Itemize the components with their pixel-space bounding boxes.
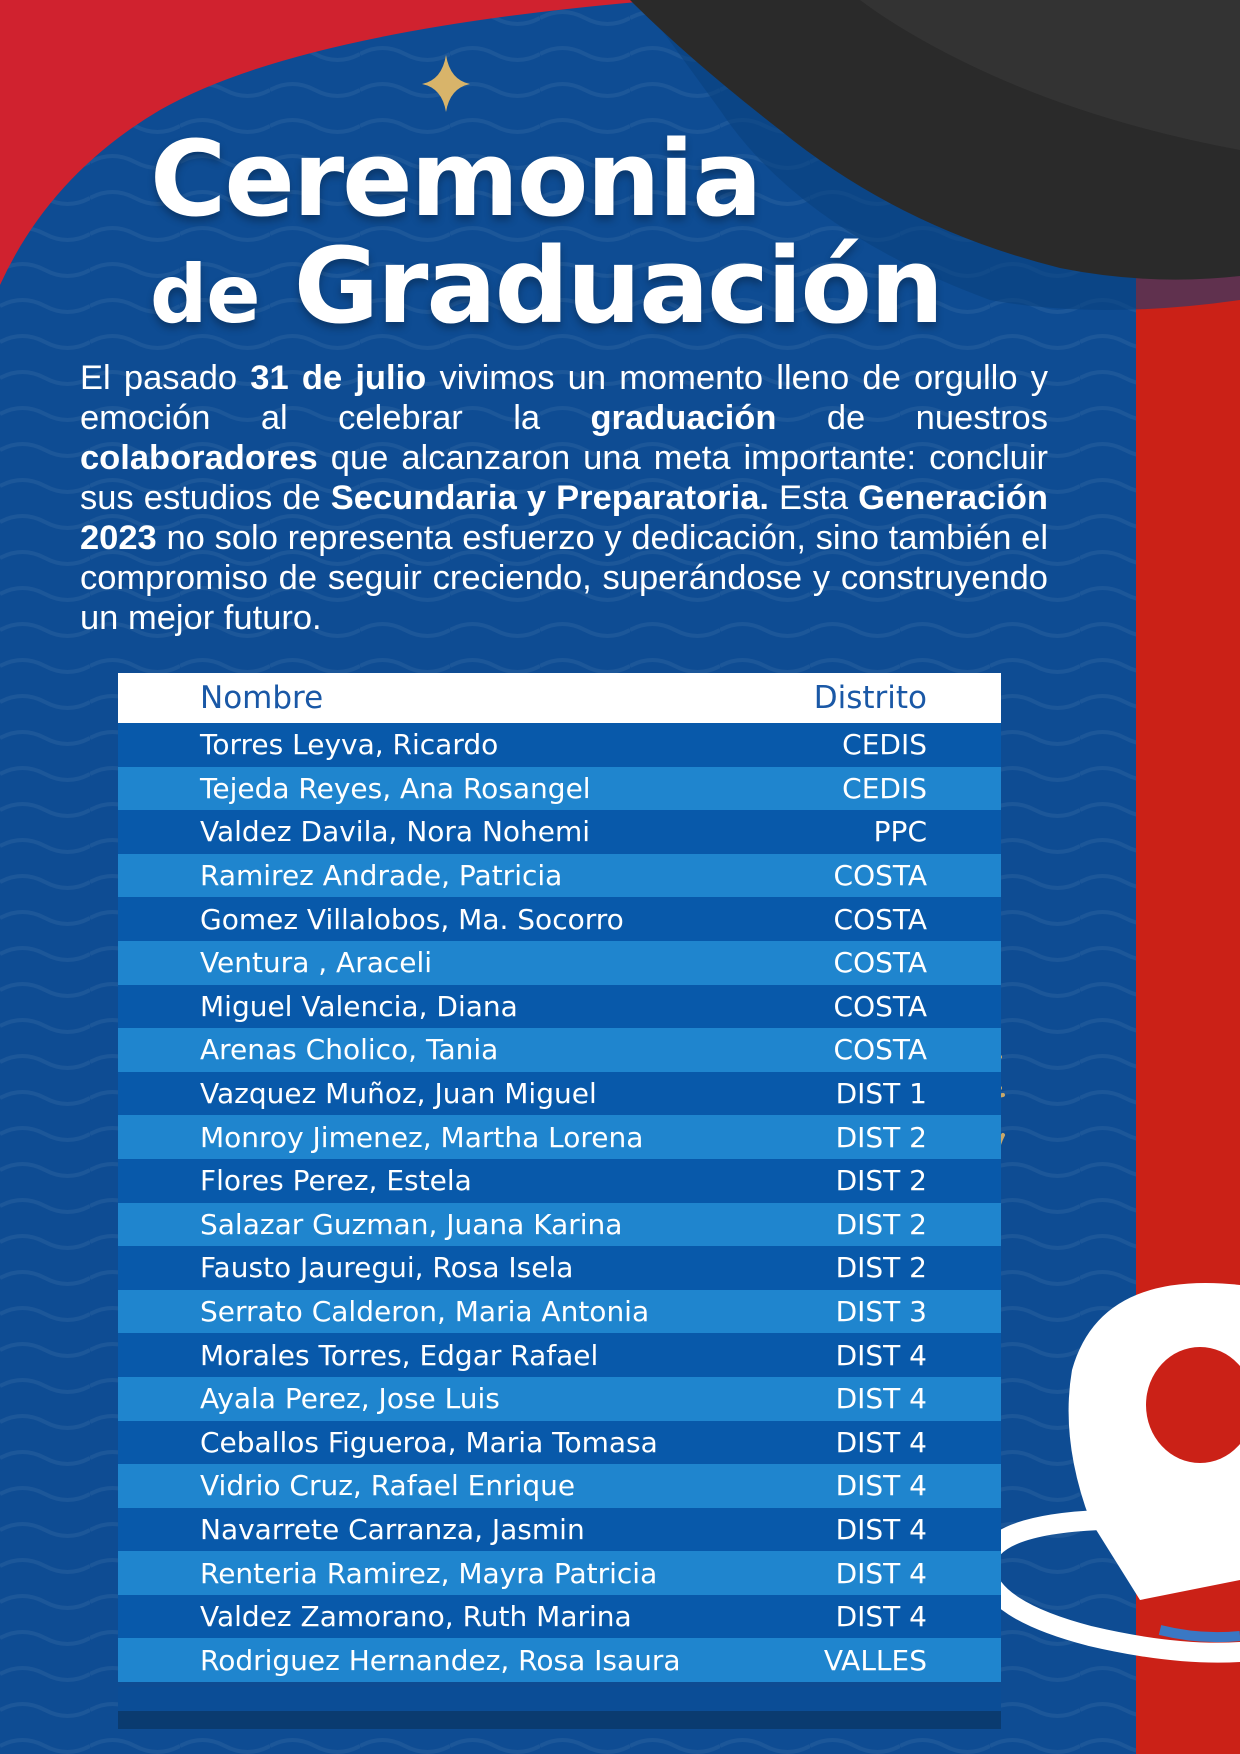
table-row — [118, 1508, 1001, 1552]
intro-text: no solo representa esfuerzo y dedicación, sino también el compromiso de seguir creciendo, superándose y construyendo un mejor futuro. — [80, 519, 1048, 637]
graduate-name: Tejeda Reyes, Ana Rosangel — [200, 771, 591, 805]
graduate-district: DIST 2 — [835, 1207, 927, 1241]
graduate-name: Rodriguez Hernandez, Rosa Isaura — [200, 1643, 681, 1677]
graduate-district: CEDIS — [842, 728, 927, 762]
table-row — [118, 1246, 1001, 1290]
graduate-district: DIST 3 — [835, 1295, 927, 1329]
graduate-name: Salazar Guzman, Juana Karina — [200, 1207, 623, 1241]
graduate-district: PPC — [873, 815, 927, 849]
table-row — [118, 723, 1001, 767]
table-row — [118, 854, 1001, 898]
column-header-name: Nombre — [118, 673, 738, 723]
graduate-district: DIST 4 — [835, 1382, 927, 1416]
graduate-name: Torres Leyva, Ricardo — [200, 728, 499, 762]
table-row — [118, 1551, 1001, 1595]
title-line-1: Ceremonia — [150, 118, 761, 240]
table-row — [118, 767, 1001, 811]
intro-highlight: graduación — [590, 399, 777, 437]
graduate-name: Valdez Zamorano, Ruth Marina — [200, 1600, 632, 1634]
intro-highlight: 31 de julio — [250, 359, 427, 397]
title-main: Graduación — [293, 225, 943, 347]
graduate-district: DIST 1 — [835, 1077, 927, 1111]
table-row — [118, 1464, 1001, 1508]
intro-text: vivimos un momento lleno de orgullo y emoción al celebrar la — [80, 359, 1048, 437]
table-row — [118, 1377, 1001, 1421]
graduate-district: DIST 4 — [835, 1556, 927, 1590]
graduate-district: DIST 4 — [835, 1512, 927, 1546]
graduate-name: Ceballos Figueroa, Maria Tomasa — [200, 1425, 658, 1459]
graduate-district: DIST 2 — [835, 1251, 927, 1285]
graduate-name: Monroy Jimenez, Martha Lorena — [200, 1120, 644, 1154]
table-row — [118, 897, 1001, 941]
intro-highlight: Generación 2023 — [80, 479, 1048, 557]
table-footer-shadow — [118, 1711, 1001, 1729]
graduate-name: Renteria Ramirez, Mayra Patricia — [200, 1556, 658, 1590]
graduate-name: Ayala Perez, Jose Luis — [200, 1382, 500, 1416]
graduate-district: COSTA — [833, 946, 927, 980]
graduate-district: COSTA — [833, 989, 927, 1023]
graduate-district: VALLES — [823, 1643, 927, 1677]
graduate-name: Valdez Davila, Nora Nohemi — [200, 815, 591, 849]
graduate-name: Arenas Cholico, Tania — [200, 1033, 499, 1067]
intro-text: Esta — [768, 479, 859, 517]
graduate-district: DIST 2 — [835, 1164, 927, 1198]
graduates-table — [118, 673, 1001, 1682]
graduate-district: COSTA — [833, 1033, 927, 1067]
table-row — [118, 985, 1001, 1029]
graduate-name: Ramirez Andrade, Patricia — [200, 859, 563, 893]
graduate-name: Vidrio Cruz, Rafael Enrique — [200, 1469, 576, 1503]
graduate-district: DIST 4 — [835, 1600, 927, 1634]
graduate-district: DIST 4 — [835, 1338, 927, 1372]
intro-paragraph — [80, 358, 1048, 638]
graduate-name: Ventura , Araceli — [200, 946, 433, 980]
graduate-district: CEDIS — [842, 771, 927, 805]
table-row — [118, 1203, 1001, 1247]
graduate-district: DIST 4 — [835, 1425, 927, 1459]
table-row — [118, 941, 1001, 985]
table-row — [118, 1595, 1001, 1639]
table-row — [118, 1421, 1001, 1465]
table-row — [118, 1115, 1001, 1159]
table-body — [118, 723, 1001, 1682]
graduate-name: Gomez Villalobos, Ma. Socorro — [200, 902, 624, 936]
table-row — [118, 1072, 1001, 1116]
intro-highlight: Secundaria y Preparatoria. — [330, 479, 769, 517]
table-row — [118, 1290, 1001, 1334]
graduate-district: COSTA — [833, 902, 927, 936]
graduate-name: Flores Perez, Estela — [200, 1164, 472, 1198]
table-header-row — [118, 673, 1001, 723]
graduate-district: COSTA — [833, 859, 927, 893]
graduate-name: Navarrete Carranza, Jasmin — [200, 1512, 585, 1546]
title-prefix: de — [150, 248, 260, 341]
graduate-name: Miguel Valencia, Diana — [200, 989, 518, 1023]
intro-text: de nuestros — [776, 399, 1048, 437]
intro-highlight: colaboradores — [80, 439, 318, 477]
graduate-name: Serrato Calderon, Maria Antonia — [200, 1295, 650, 1329]
table-row — [118, 1159, 1001, 1203]
column-header-district: Distrito — [738, 673, 1001, 723]
graduate-district: DIST 2 — [835, 1120, 927, 1154]
graduate-district: DIST 4 — [835, 1469, 927, 1503]
table-footer-bar — [118, 1687, 1001, 1711]
title-line-2 — [150, 225, 942, 347]
graduate-name: Fausto Jauregui, Rosa Isela — [200, 1251, 574, 1285]
intro-text: que alcanzaron una meta importante: concluir sus estudios de — [80, 439, 1048, 517]
table-row — [118, 1333, 1001, 1377]
table-row — [118, 1638, 1001, 1682]
table-row — [118, 810, 1001, 854]
table-row — [118, 1028, 1001, 1072]
intro-text: El pasado — [80, 359, 251, 397]
graduate-name: Morales Torres, Edgar Rafael — [200, 1338, 599, 1372]
graduate-name: Vazquez Muñoz, Juan Miguel — [200, 1077, 597, 1111]
